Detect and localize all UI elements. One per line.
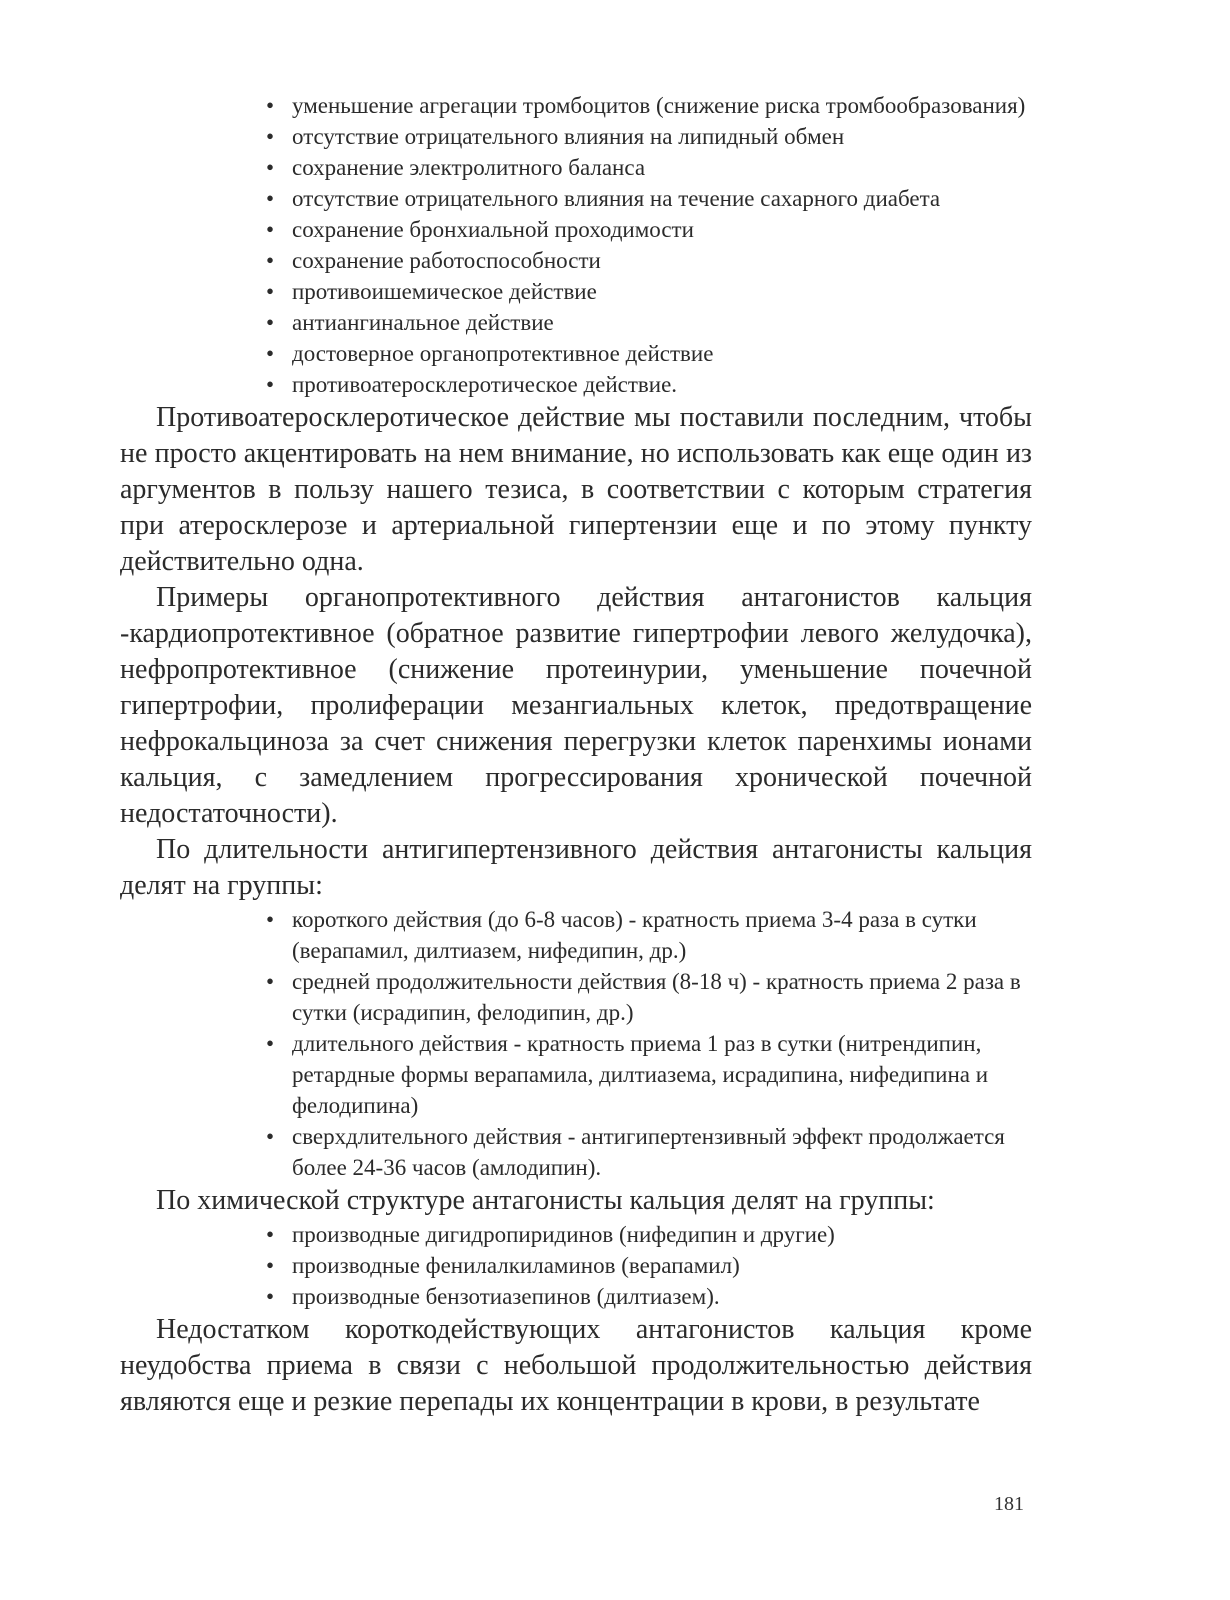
paragraph-shortacting-drawbacks: Недостатком короткодействующих антагонистов кальция кроме неудобства приема в связи с небольшой продолжительностью действия являются еще и резкие перепады их концентрации в крови, в результате: [120, 1314, 1032, 1417]
paragraph-antiatherosclerotic: Противоатеросклеротическое действие мы поставили последним, чтобы не просто акцентировать на нем внимание, но использовать как еще один из аргументов в пользу нашего тезиса, в соответствии с которым стратегия при атеросклерозе и артериальной гипертензии еще и по этому пункту действительно одна.: [120, 402, 1032, 577]
list-item: • сохранение электролитного баланса: [266, 155, 646, 180]
list-item: • производные фенилалкиламинов (верапамил): [266, 1253, 740, 1278]
list-item: • длительного действия - кратность приема 1 раз в сутки (нитрендипин, ретардные формы верапамила, дилтиазема, исрадипина, нифедипина и фелодипина): [266, 1031, 989, 1118]
list-item: • антиангинальное действие: [266, 310, 554, 335]
paragraph-chemical-groups: По химической структуре антагонисты кальция делят на группы:: [156, 1185, 935, 1216]
paragraph-organoprotective: Примеры органопротективного действия антагонистов кальция -кардиопротективное (обратное развитие гипертрофии левого желудочка), нефропротективное (снижение протеинурии, уменьшение почечной гипертрофии, пролиферации мезангиальных клеток, предотвращение нефрокальциноза за счет снижения перегрузки клеток паренхимы ионами кальция, с замедлением прогрессирования хронической почечной недостаточности).: [120, 582, 1032, 829]
list-item: • производные бензотиазепинов (дилтиазем).: [266, 1284, 720, 1309]
list-item: • отсутствие отрицательного влияния на липидный обмен: [266, 124, 845, 149]
page-body: [120, 90, 1032, 1420]
list-item: • противоишемическое действие: [266, 279, 597, 304]
duration-groups-list: [120, 904, 1032, 1183]
list-item: • короткого действия (до 6-8 часов) - кратность приема 3-4 раза в сутки (верапамил, дилтиазем, нифедипин, др.): [266, 907, 977, 963]
list-item: • отсутствие отрицательного влияния на течение сахарного диабета: [266, 186, 941, 211]
list-item: • сохранение бронхиальной проходимости: [266, 217, 694, 242]
list-item: • сохранение работоспособности: [266, 248, 601, 273]
list-item: • уменьшение агрегации тромбоцитов (снижение риска тромбообразования): [266, 93, 1026, 118]
paragraph-duration-groups: По длительности антигипертензивного действия антагонисты кальция делят на группы:: [120, 834, 1032, 901]
page-number: 181: [994, 1493, 1024, 1515]
list-item: • производные дигидропиридинов (нифедипин и другие): [266, 1222, 835, 1247]
benefits-list: [120, 90, 1032, 400]
chemical-groups-list: [120, 1219, 1032, 1312]
list-item: • достоверное органопротективное действие: [266, 341, 714, 366]
list-item: • противоатеросклеротическое действие.: [266, 372, 678, 397]
list-item: • средней продолжительности действия (8-18 ч) - кратность приема 2 раза в сутки (исрадипин, фелодипин, др.): [266, 969, 1021, 1025]
list-item: • сверхдлительного действия - антигипертензивный эффект продолжается более 24-36 часов (амлодипин).: [266, 1124, 1005, 1180]
